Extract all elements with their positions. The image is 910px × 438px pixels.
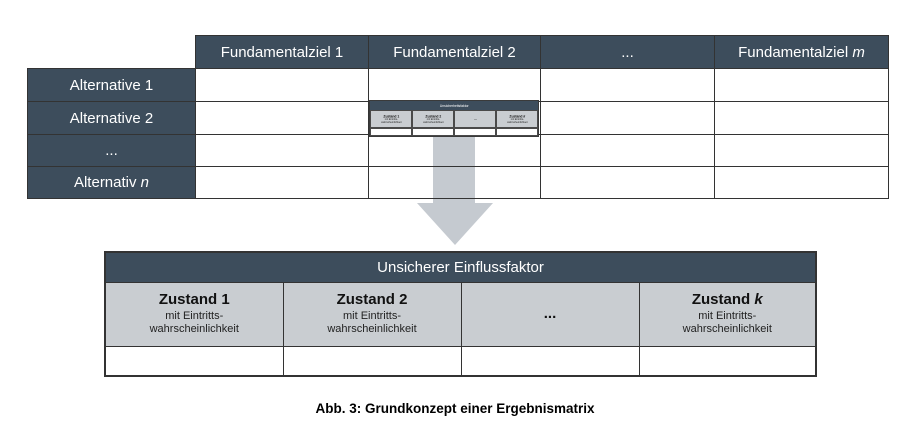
uncertainty-factor-table (104, 251, 817, 377)
matrix-cell (369, 167, 541, 199)
matrix-cell (196, 102, 369, 135)
state-cell-ellipsis: ... (461, 282, 639, 346)
state-cell-zustand-k: Zustand k mit Eintritts- wahrscheinlichkeit (639, 282, 816, 346)
mini-state-cell: Zustand k mit Eintritts- wahrscheinlichkeit (496, 110, 538, 128)
row-header-ellipsis: ... (28, 135, 196, 167)
matrix-cell (369, 135, 541, 167)
mini-table-header (370, 101, 538, 110)
mini-uncertainty-table (369, 100, 539, 137)
mini-empty-cell (370, 128, 412, 136)
matrix-cell (369, 69, 541, 102)
matrix-cell (196, 167, 369, 199)
matrix-cell (541, 135, 715, 167)
row-header-alternative-2: Alternative 2 (28, 102, 196, 135)
mini-empty-cell (412, 128, 454, 136)
empty-cell (461, 346, 639, 376)
mini-state-cell: Zustand 1 mit Eintritts- wahrscheinlichkeit (370, 110, 412, 128)
corner-empty-cell (28, 36, 196, 69)
mini-state-cell: Zustand 2 mit Eintritts- wahrscheinlichkeit (412, 110, 454, 128)
table-row (105, 346, 816, 376)
mini-table-header-label: Unsicherheitsfaktor (439, 103, 469, 108)
matrix-cell (196, 135, 369, 167)
figure-caption: Abb. 3: Grundkonzept einer Ergebnismatrix (315, 401, 595, 416)
state-cell-zustand-2: Zustand 2 mit Eintritts- wahrscheinlichkeit (283, 282, 461, 346)
table-row (28, 167, 889, 199)
matrix-cell (715, 102, 889, 135)
mini-empty-cell (454, 128, 496, 136)
column-header-fundamentalziel-m: Fundamentalziel m (715, 36, 889, 69)
table-row (28, 69, 889, 102)
mini-state-cell: ... (454, 110, 496, 128)
column-header-fundamentalziel-2: Fundamentalziel 2 (369, 36, 541, 69)
table-row (28, 135, 889, 167)
empty-cell (105, 346, 283, 376)
column-header-fundamentalziel-1: Fundamentalziel 1 (196, 36, 369, 69)
empty-cell (639, 346, 816, 376)
uncertainty-table-header: Unsicherer Einflussfaktor (105, 252, 816, 282)
column-header-ellipsis: ... (541, 36, 715, 69)
matrix-cell (196, 69, 369, 102)
matrix-cell (715, 69, 889, 102)
matrix-cell (541, 167, 715, 199)
matrix-cell (541, 102, 715, 135)
matrix-cell (541, 69, 715, 102)
matrix-cell (715, 135, 889, 167)
empty-cell (283, 346, 461, 376)
row-header-alternativ-n: Alternativ n (28, 167, 196, 199)
row-header-alternative-1: Alternative 1 (28, 69, 196, 102)
state-cell-zustand-1: Zustand 1 mit Eintritts- wahrscheinlichkeit (105, 282, 283, 346)
mini-empty-cell (496, 128, 538, 136)
matrix-cell (715, 167, 889, 199)
table-row (105, 282, 816, 346)
